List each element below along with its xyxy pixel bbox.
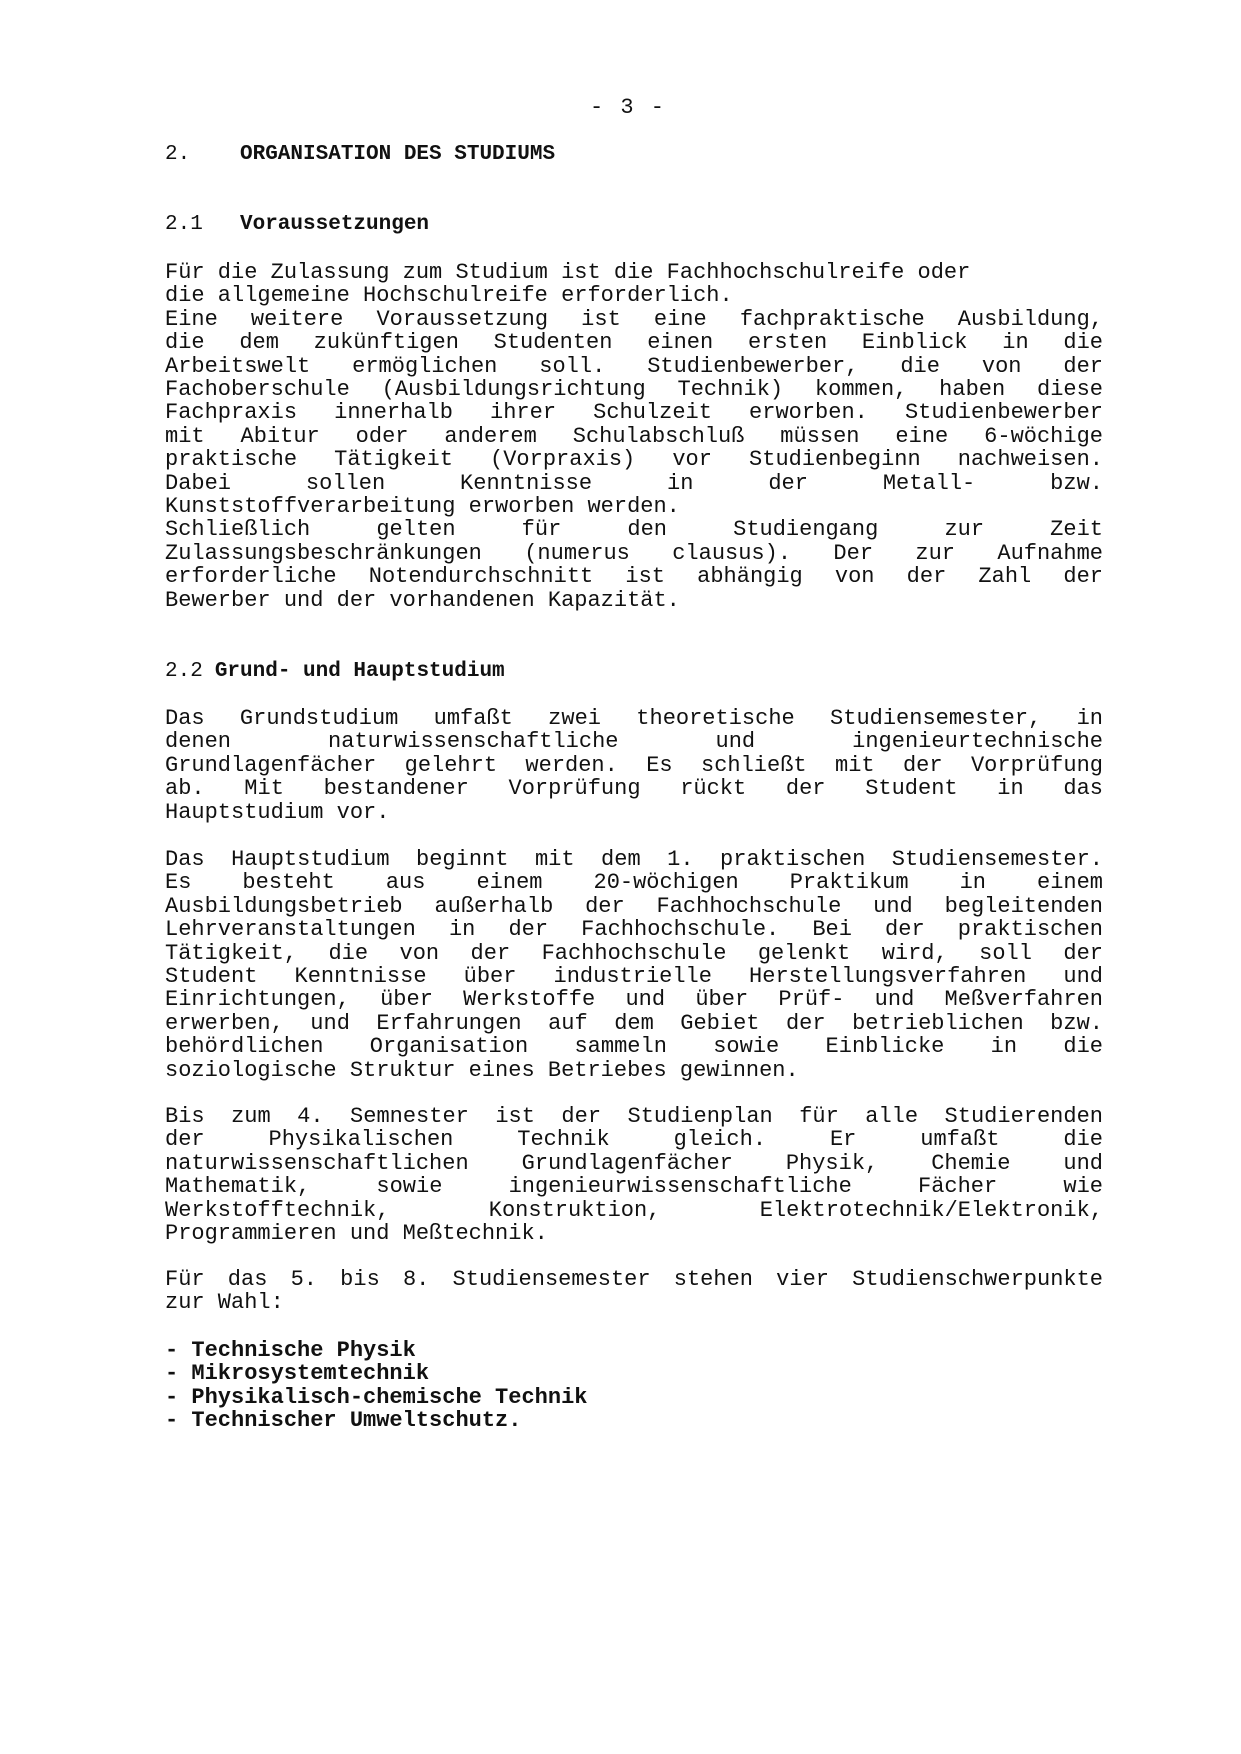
text-line: Mathematik, sowie ingenieurwissenschaftliche Fächer wie [165, 1174, 1103, 1200]
text-line: Einrichtungen, über Werkstoffe und über Prüf- und Meßverfahren [165, 987, 1103, 1013]
text-line: Bewerber und der vorhandenen Kapazität. [165, 587, 680, 613]
subsection-title: Voraussetzungen [240, 213, 430, 236]
text-line: zur Wahl: [165, 1290, 284, 1316]
paragraph-studienplan [165, 1105, 1103, 1245]
text-line: Zulassungsbeschränkungen (numerus clausus). Der zur Aufnahme [165, 540, 1103, 566]
text-line: Student Kenntnisse über industrielle Herstellungsverfahren und [165, 964, 1103, 990]
text-line: Tätigkeit, die von der Fachhochschule gelenkt wird, soll der [165, 940, 1103, 966]
subsection-title: Grund- und Hauptstudium [214, 660, 505, 683]
paragraph-voraussetzungen [165, 261, 1103, 612]
text-line: Grundlagenfächer gelehrt werden. Es schließt mit der Vorprüfung [165, 752, 1103, 778]
text-line: Für das 5. bis 8. Studiensemester stehen vier Studienschwerpunkte [165, 1267, 1103, 1292]
list-item: - Mikrosystemtechnik [165, 1361, 430, 1387]
subsection-heading-voraussetzungen [165, 213, 429, 237]
section-number: 2. [165, 143, 191, 166]
text-line: Werkstofftechnik, Konstruktion, Elektrotechnik/Elektronik, [165, 1197, 1103, 1223]
text-line: Schließlich gelten für den Studiengang zur Zeit [165, 517, 1103, 543]
text-line: Fachpraxis innerhalb ihrer Schulzeit erworben. Studienbewerber [165, 400, 1103, 426]
text-line: die allgemeine Hochschulreife erforderlich. [165, 283, 733, 309]
text-line: Programmieren und Meßtechnik. [165, 1221, 548, 1247]
text-line: der Physikalischen Technik gleich. Er umfaßt die [165, 1127, 1103, 1153]
section-title: ORGANISATION DES STUDIUMS [240, 143, 556, 166]
subsection-number: 2.2 [165, 660, 203, 683]
paragraph-hauptstudium [165, 848, 1103, 1082]
paragraph-schwerpunkte [165, 1268, 1103, 1315]
text-line: mit Abitur oder anderem Schulabschluß müssen eine 6-wöchige [165, 423, 1103, 449]
text-line: Es besteht aus einem 20-wöchigen Praktikum in einem [165, 870, 1103, 896]
text-line: erwerben, und Erfahrungen auf dem Gebiet der betrieblichen bzw. [165, 1010, 1103, 1036]
paragraph-grundstudium [165, 707, 1103, 824]
text-line: soziologische Struktur eines Betriebes gewinnen. [165, 1057, 799, 1083]
text-line: Ausbildungsbetrieb außerhalb der Fachhochschule und begleitenden [165, 893, 1103, 919]
list-item: - Technische Physik [165, 1338, 416, 1363]
section-heading [165, 143, 555, 167]
text-line: Eine weitere Voraussetzung ist eine fachpraktische Ausbildung, [165, 306, 1103, 332]
text-line: denen naturwissenschaftliche und ingenieurtechnische [165, 729, 1103, 755]
subsection-heading-grund-hauptstudium [165, 660, 505, 684]
text-line: behördlichen Organisation sammeln sowie Einblicke in die [165, 1034, 1103, 1060]
text-line: ab. Mit bestandener Vorprüfung rückt der Student in das [165, 776, 1103, 802]
text-line: Hauptstudium vor. [165, 799, 390, 825]
text-line: naturwissenschaftlichen Grundlagenfächer Physik, Chemie und [165, 1150, 1103, 1176]
text-line: Kunststoffverarbeitung erworben werden. [165, 494, 680, 520]
text-line: Dabei sollen Kenntnisse in der Metall- bzw. [165, 470, 1103, 496]
text-line: Lehrveranstaltungen in der Fachhochschule. Bei der praktischen [165, 917, 1103, 943]
text-line: praktische Tätigkeit (Vorpraxis) vor Studienbeginn nachweisen. [165, 447, 1103, 473]
subsection-number: 2.1 [165, 213, 203, 236]
text-line: Für die Zulassung zum Studium ist die Fachhochschulreife oder [165, 260, 971, 285]
text-line: Das Grundstudium umfaßt zwei theoretische Studiensemester, in [165, 706, 1103, 731]
list-item: - Technischer Umweltschutz. [165, 1408, 522, 1434]
text-line: Das Hauptstudium beginnt mit dem 1. praktischen Studiensemester. [165, 847, 1103, 872]
text-line: Bis zum 4. Semnester ist der Studienplan für alle Studierenden [165, 1104, 1103, 1129]
text-line: die dem zukünftigen Studenten einen ersten Einblick in die [165, 330, 1103, 356]
list-item: - Physikalisch-chemische Technik [165, 1384, 588, 1410]
text-line: Fachoberschule (Ausbildungsrichtung Technik) kommen, haben diese [165, 377, 1103, 403]
text-line: Arbeitswelt ermöglichen soll. Studienbewerber, die von der [165, 353, 1103, 379]
text-line: erforderliche Notendurchschnitt ist abhängig von der Zahl der [165, 564, 1103, 590]
schwerpunkte-list [165, 1339, 587, 1433]
page-number: - 3 - [590, 95, 667, 120]
